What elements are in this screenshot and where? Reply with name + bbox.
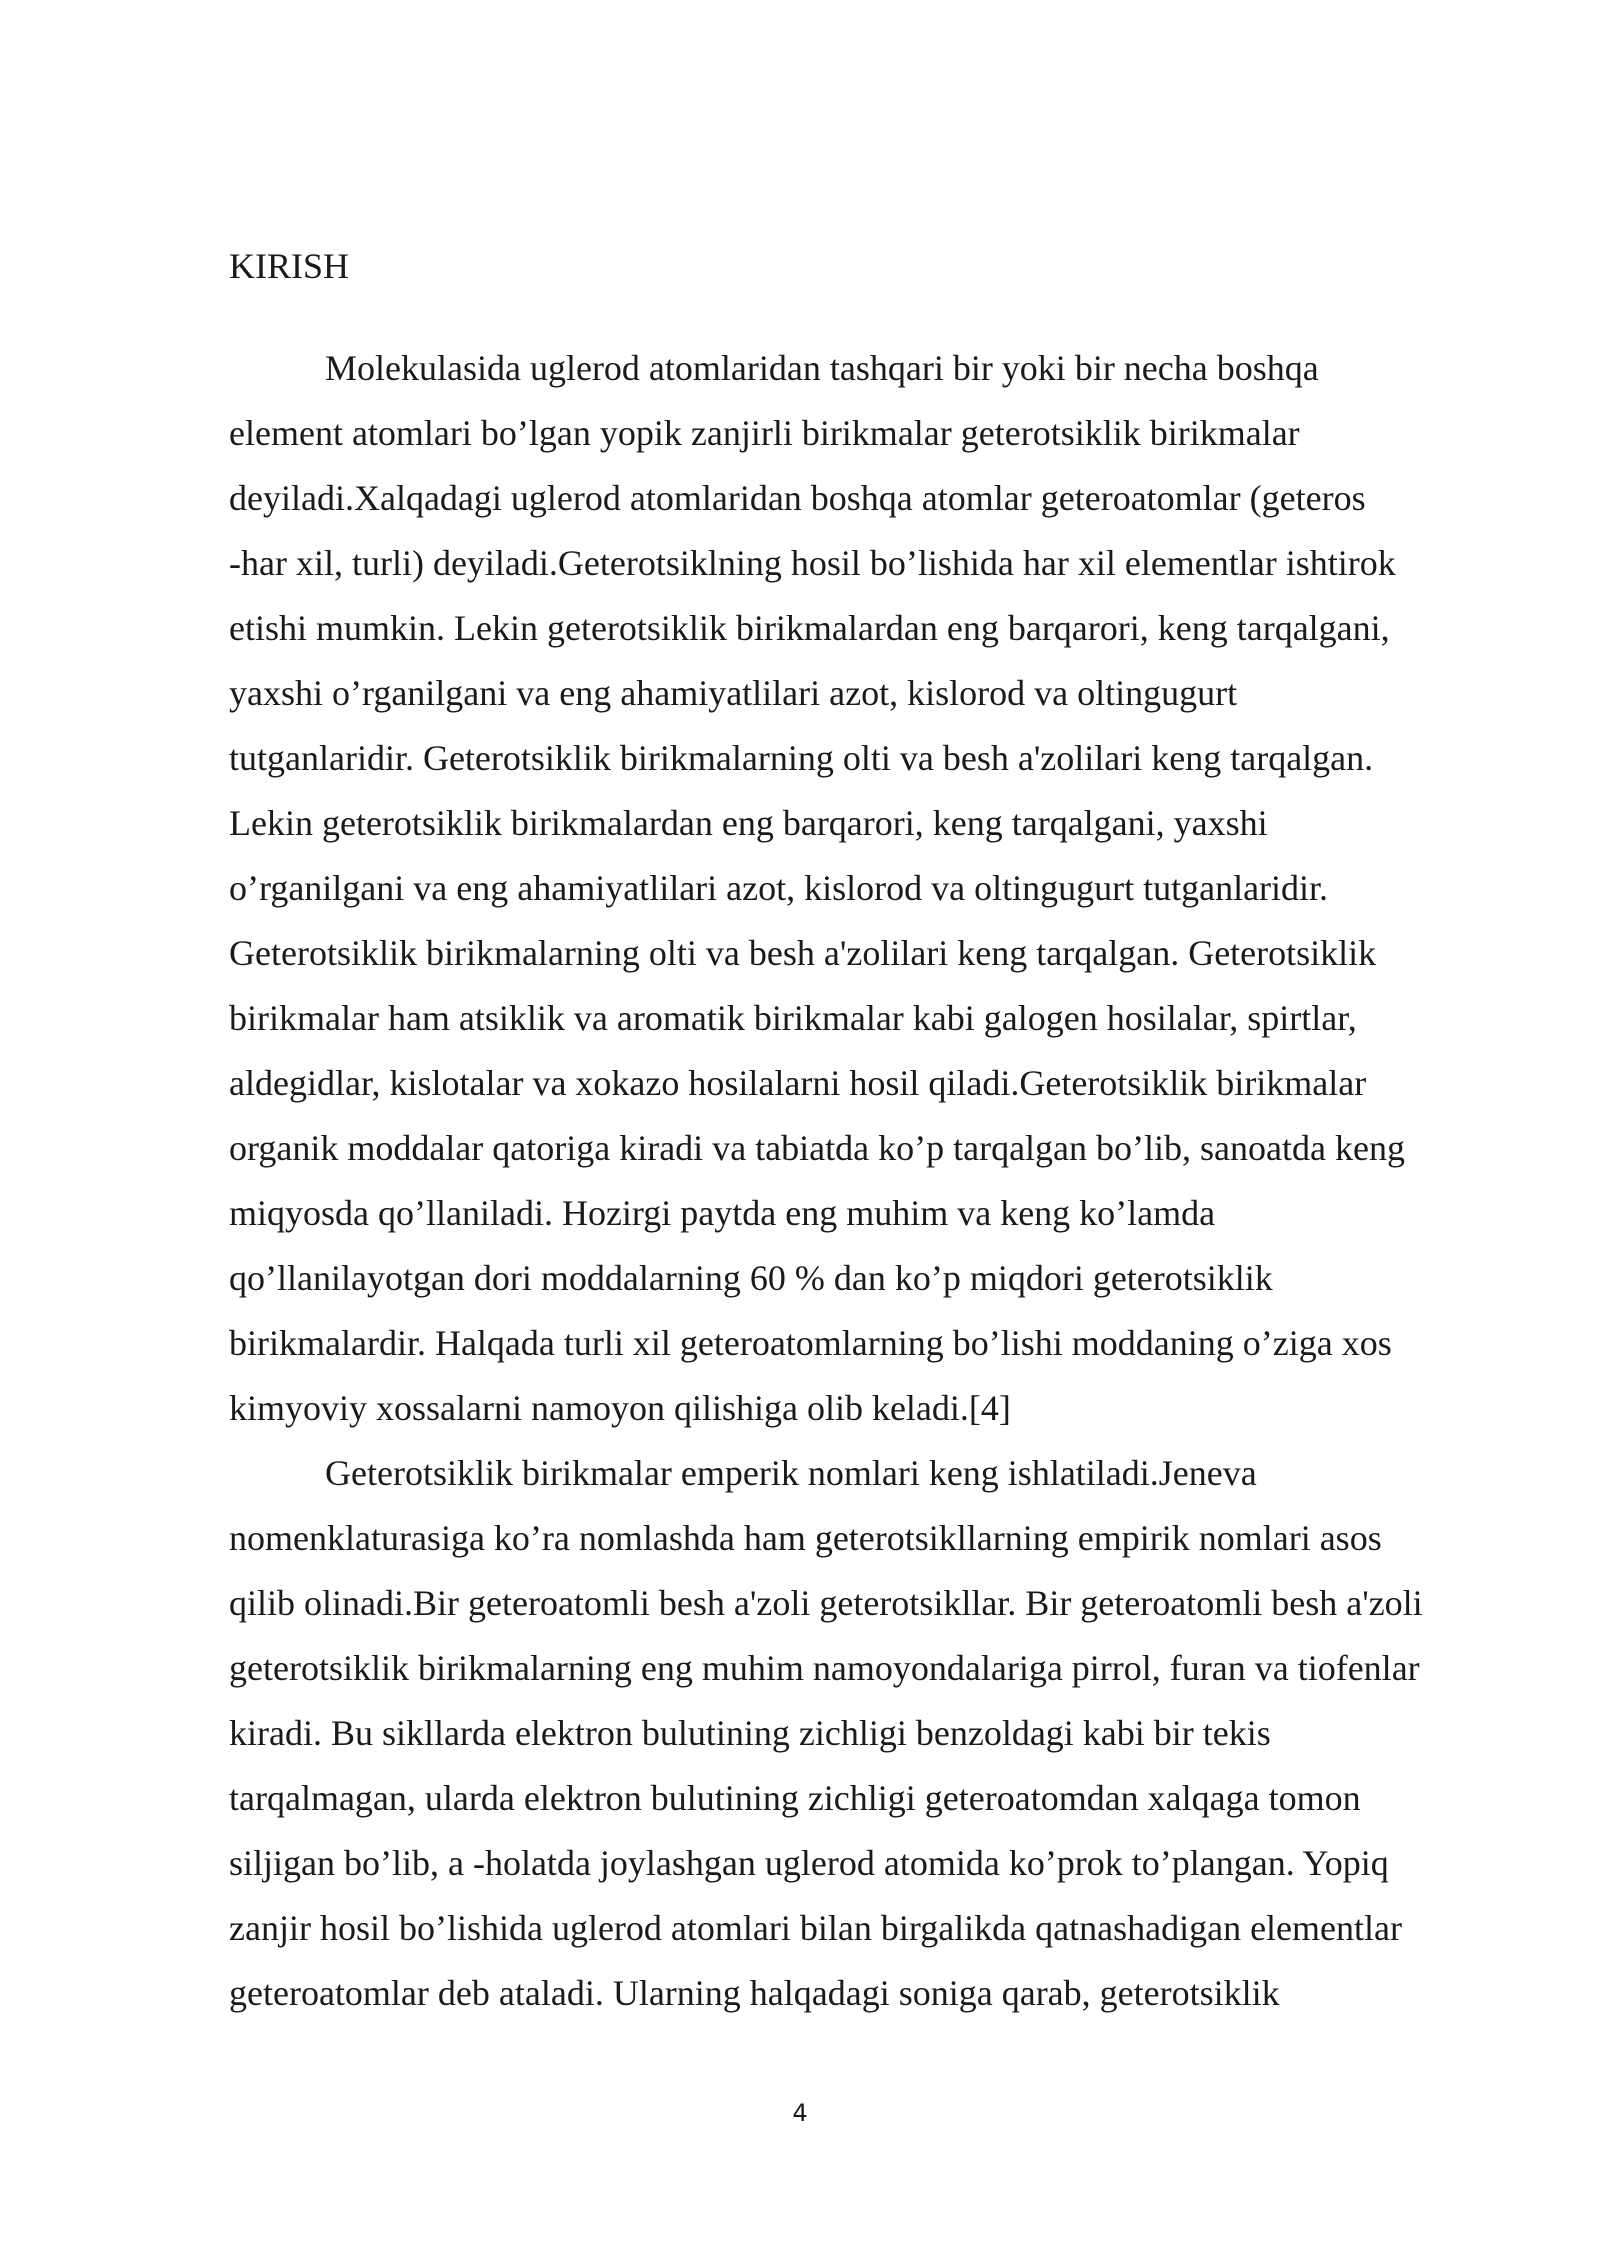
text-line: qilib olinadi.Bir geteroatomli besh a'zoli geterotsikllar. Bir geteroatomli besh a'zoli [229,1583,1423,1623]
text-line: Geterotsiklik birikmalar emperik nomlari keng ishlatiladi.Jeneva [325,1453,1257,1493]
text-line: -har xil, turli) deyiladi.Geterotsiklning hosil bo’lishida har xil elementlar ishtirok [229,543,1396,583]
text-line: qo’llanilayotgan dori moddalarning 60 % dan ko’p miqdori geterotsiklik [229,1258,1273,1298]
text-line: Lekin geterotsiklik birikmalardan eng barqarori, keng tarqalgani, yaxshi [229,803,1268,843]
paragraph-nomenclature [229,1441,1479,2026]
text-line: o’rganilgani va eng ahamiyatlilari azot, kislorod va oltingugurt tutganlaridir. [229,868,1329,908]
text-line: geterotsiklik birikmalarning eng muhim namoyondalariga pirrol, furan va tiofenlar [229,1648,1420,1688]
paragraph-text [229,336,1479,1441]
section-heading: KIRISH [229,246,350,286]
text-line: siljigan bo’lib, a -holatda joylashgan uglerod atomida ko’prok to’plangan. Yopiq [229,1843,1389,1883]
text-line: kimyoviy xossalarni namoyon qilishiga olib keladi.[4] [229,1388,1011,1428]
text-line: yaxshi o’rganilgani va eng ahamiyatlilari azot, kislorod va oltingugurt [229,673,1238,713]
text-line: nomenklaturasiga ko’ra nomlashda ham geterotsikllarning empirik nomlari asos [229,1518,1382,1558]
text-line: element atomlari bo’lgan yopik zanjirli birikmalar geterotsiklik birikmalar [229,413,1300,453]
text-line: aldegidlar, kislotalar va xokazo hosilalarni hosil qiladi.Geterotsiklik birikmalar [229,1063,1367,1103]
text-line: zanjir hosil bo’lishida uglerod atomlari bilan birgalikda qatnashadigan elementlar [229,1908,1402,1948]
text-line: Molekulasida uglerod atomlaridan tashqari bir yoki bir necha boshqa [325,348,1319,388]
text-line: miqyosda qo’llaniladi. Hozirgi paytda eng muhim va keng ko’lamda [229,1193,1216,1233]
text-line: tutganlaridir. Geterotsiklik birikmalarning olti va besh a'zolilari keng tarqalgan. [229,738,1374,778]
page-number: 4 [792,2099,808,2127]
text-line: birikmalar ham atsiklik va aromatik birikmalar kabi galogen hosilalar, spirtlar, [229,998,1357,1038]
paragraph-text [229,1441,1479,2026]
text-line: geteroatomlar deb ataladi. Ularning halqadagi soniga qarab, geterotsiklik [229,1973,1280,2013]
page-body [229,240,1479,2026]
text-line: tarqalmagan, ularda elektron bulutining zichligi geteroatomdan xalqaga tomon [229,1778,1361,1818]
text-line: deyiladi.Xalqadagi uglerod atomlaridan boshqa atomlar geteroatomlar (geteros [229,478,1366,518]
text-line: birikmalardir. Halqada turli xil geteroatomlarning bo’lishi moddaning o’ziga xos [229,1323,1392,1363]
text-line: etishi mumkin. Lekin geterotsiklik birikmalardan eng barqarori, keng tarqalgani, [229,608,1390,648]
paragraph-intro [229,336,1479,1441]
text-line: kiradi. Bu sikllarda elektron bulutining zichligi benzoldagi kabi bir tekis [229,1713,1271,1753]
text-line: organik moddalar qatoriga kiradi va tabiatda ko’p tarqalgan bo’lib, sanoatda keng [229,1128,1405,1168]
text-line: Geterotsiklik birikmalarning olti va besh a'zolilari keng tarqalgan. Geterotsiklik [229,933,1377,973]
